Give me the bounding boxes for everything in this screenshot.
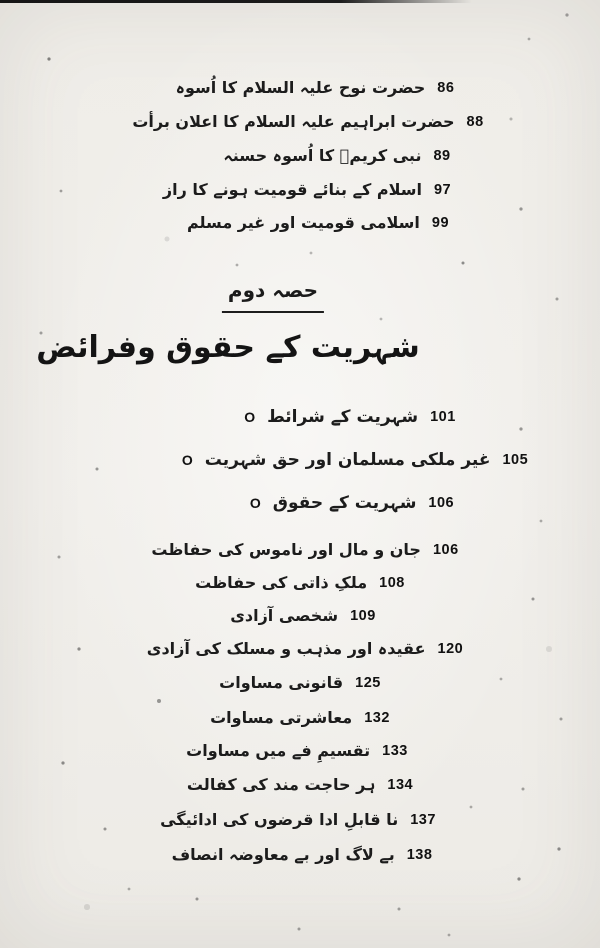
toc-entry (176, 78, 455, 97)
toc-entry-page-number: 125 (355, 674, 381, 691)
toc-entry-page-number: 133 (382, 742, 408, 759)
part-heading: حصہ دوم (222, 278, 324, 313)
toc-entry-title: اسلامی قومیت اور غیر مسلم (186, 213, 420, 232)
toc-entry-title: ہر حاجت مند کی کفالت (186, 775, 376, 794)
toc-entry-page-number: 138 (406, 846, 433, 863)
toc-entry-title: شہریت کے شرائط (267, 407, 419, 427)
toc-entry (250, 492, 454, 513)
toc-entry (163, 180, 451, 199)
bullet-icon: O (249, 494, 261, 511)
toc-entry (187, 213, 449, 232)
bullet-icon: O (181, 451, 193, 468)
toc-entry-title: غیر ملکی مسلمان اور حق شہریت (204, 450, 491, 470)
toc-entry (151, 540, 458, 559)
toc-entry-title: قانونی مساوات (219, 673, 344, 692)
toc-entry (210, 708, 390, 727)
toc-entry-page-number: 134 (387, 776, 414, 793)
toc-entry-page-number: 120 (437, 640, 464, 657)
toc-entry (186, 741, 408, 760)
toc-entry (132, 112, 483, 131)
scan-edge-line (0, 0, 472, 3)
toc-entry-page-number: 106 (432, 541, 459, 558)
toc-entry-title: نا قابلِ ادا قرضوں کی ادائیگی (160, 810, 399, 829)
toc-entry-page-number: 108 (379, 574, 405, 591)
page-title: شہریت کے حقوق وفرائض (36, 330, 420, 365)
toc-entry (219, 673, 381, 692)
toc-entry-page-number: 89 (433, 147, 451, 164)
toc-entry-title: حضرت ابراہیم علیہ السلام کا اعلان برأت (132, 112, 455, 131)
toc-entry-title: اسلام کے بنائے قومیت ہونے کا راز (162, 180, 422, 199)
toc-entry-title: تقسیمِ فے میں مساوات (186, 741, 371, 760)
toc-entry-page-number: 97 (433, 181, 452, 198)
toc-entry-title: جان و مال اور ناموس کی حفاظت (151, 540, 421, 559)
toc-entry-page-number: 86 (437, 79, 455, 96)
toc-entry-title: نبی کریمؐ کا اُسوہ حسنہ (223, 146, 422, 165)
bullet-icon: O (244, 408, 256, 425)
toc-entry-title: ملکِ ذاتی کی حفاظت (195, 573, 368, 592)
toc-entry-title: حضرت نوح علیہ السلام کا اُسوہ (175, 78, 426, 97)
toc-entry-page-number: 106 (428, 494, 455, 511)
toc-entry (223, 146, 450, 165)
toc-entry-page-number: 137 (410, 811, 436, 828)
toc-entry-page-number: 105 (502, 451, 529, 468)
toc-entry (195, 573, 405, 592)
toc-entry-page-number: 88 (466, 113, 484, 130)
toc-entry (244, 406, 456, 427)
toc-entry-title: عقیدہ اور مذہب و مسلک کی آزادی (146, 639, 426, 658)
toc-entry (160, 810, 436, 829)
toc-entry-title: بے لاگ اور بے معاوضہ انصاف (171, 845, 395, 864)
toc-entry-page-number: 101 (430, 408, 456, 425)
toc-entry-page-number: 109 (350, 607, 376, 624)
toc-entry (187, 775, 413, 794)
toc-entry-title: شہریت کے حقوق (272, 493, 417, 513)
toc-entry (147, 639, 463, 658)
toc-entry (182, 449, 528, 470)
toc-entry (230, 606, 376, 625)
toc-entry-page-number: 99 (431, 214, 450, 231)
toc-entry (172, 845, 433, 864)
toc-entry-page-number: 132 (364, 709, 390, 726)
toc-entry-title: شخصی آزادی (230, 606, 339, 625)
toc-entry-title: معاشرتی مساوات (210, 708, 353, 727)
scan-noise-speckles (0, 0, 2, 2)
